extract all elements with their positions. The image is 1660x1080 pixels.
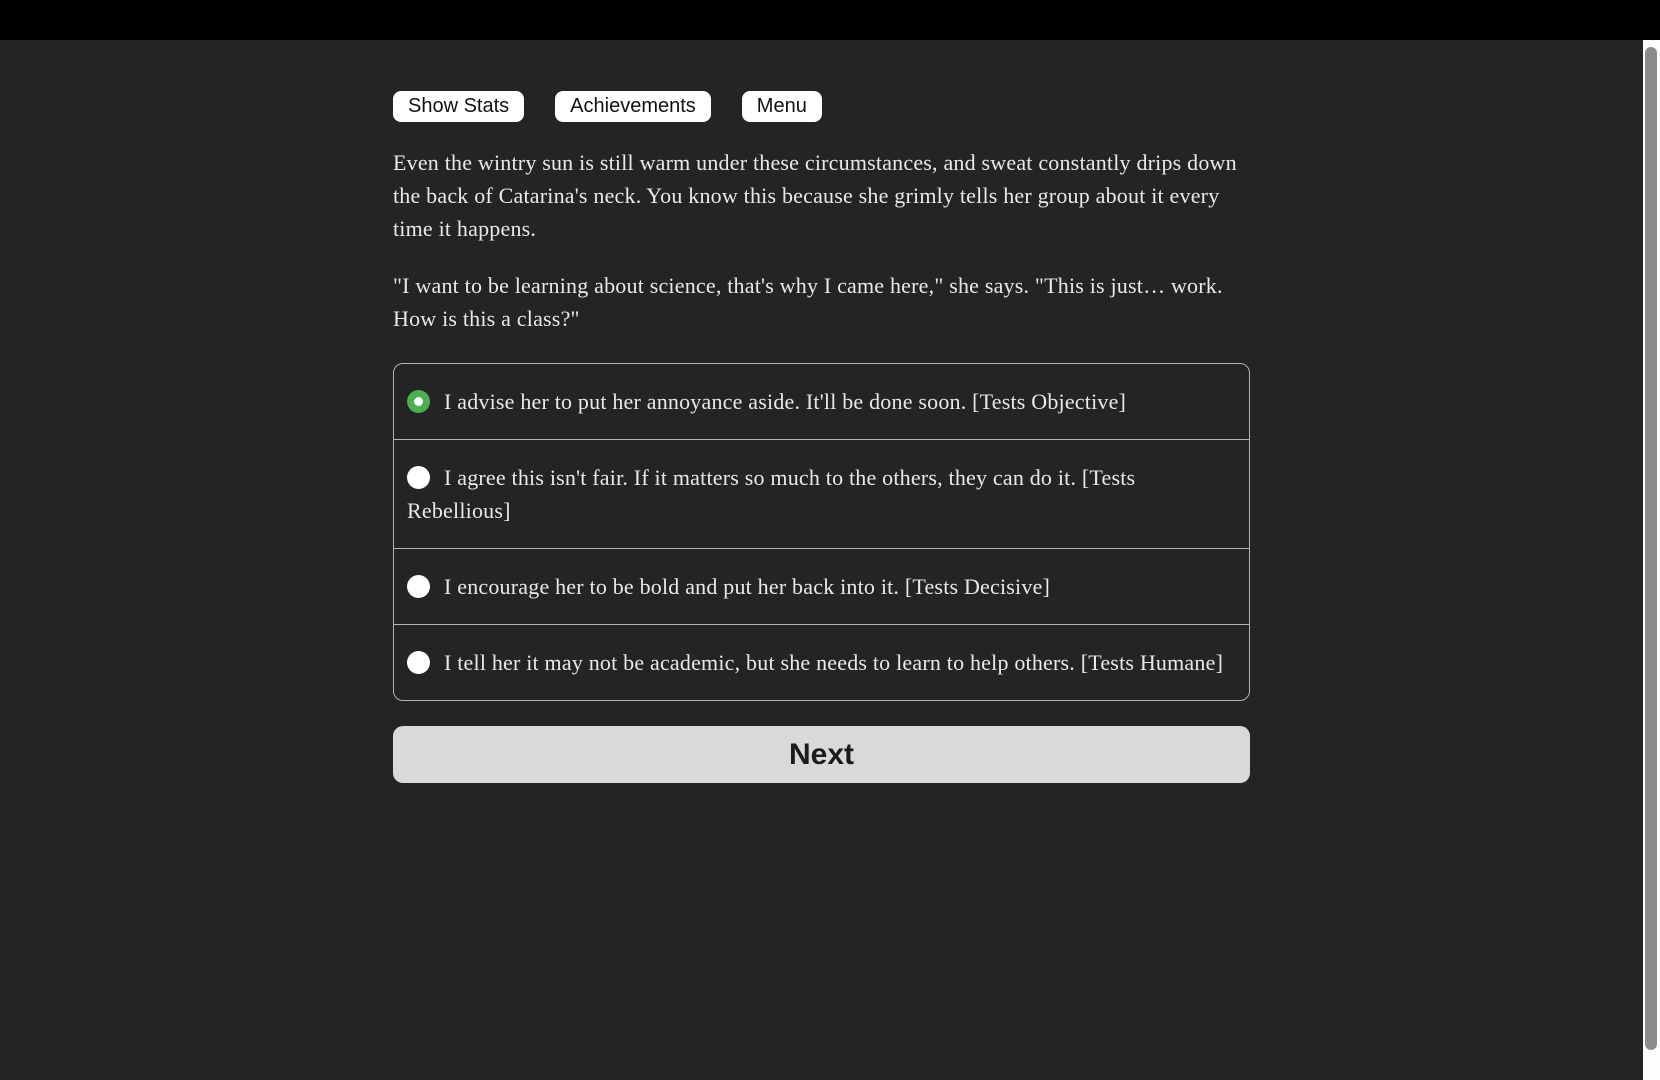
radio-button-icon[interactable] — [407, 575, 430, 598]
scrollbar-thumb[interactable] — [1645, 47, 1657, 1050]
next-button[interactable]: Next — [393, 726, 1250, 783]
choice-option-rebellious[interactable] — [394, 440, 1249, 549]
menu-button[interactable]: Menu — [742, 91, 822, 122]
game-toolbar — [393, 91, 1250, 122]
radio-button-icon[interactable] — [407, 390, 430, 413]
radio-button-icon[interactable] — [407, 651, 430, 674]
choice-option-label: I tell her it may not be academic, but she needs to learn to help others. [Tests Humane] — [444, 650, 1224, 675]
game-content-column — [393, 40, 1250, 783]
choice-option-decisive[interactable] — [394, 549, 1249, 625]
show-stats-button[interactable]: Show Stats — [393, 91, 524, 122]
achievements-button[interactable]: Achievements — [555, 91, 711, 122]
choice-option-humane[interactable] — [394, 625, 1249, 700]
choice-option-objective[interactable] — [394, 364, 1249, 440]
choice-list — [393, 363, 1250, 701]
story-text — [393, 146, 1250, 335]
radio-button-icon[interactable] — [407, 466, 430, 489]
story-paragraph: "I want to be learning about science, that's why I came here," she says. "This is just… work. How is this a class?" — [393, 273, 1223, 331]
story-paragraph: Even the wintry sun is still warm under these circumstances, and sweat constantly drips down the back of Catarina's neck. You know this because she grimly tells her group about it every time it happens. — [393, 150, 1237, 241]
choice-option-label: I encourage her to be bold and put her back into it. [Tests Decisive] — [444, 574, 1051, 599]
scrollbar-track[interactable] — [1643, 40, 1660, 1080]
top-black-bar — [0, 0, 1660, 40]
choice-option-label: I advise her to put her annoyance aside. It'll be done soon. [Tests Objective] — [444, 389, 1127, 414]
choice-option-label: I agree this isn't fair. If it matters so much to the others, they can do it. [Tests Rebellious] — [407, 465, 1136, 523]
